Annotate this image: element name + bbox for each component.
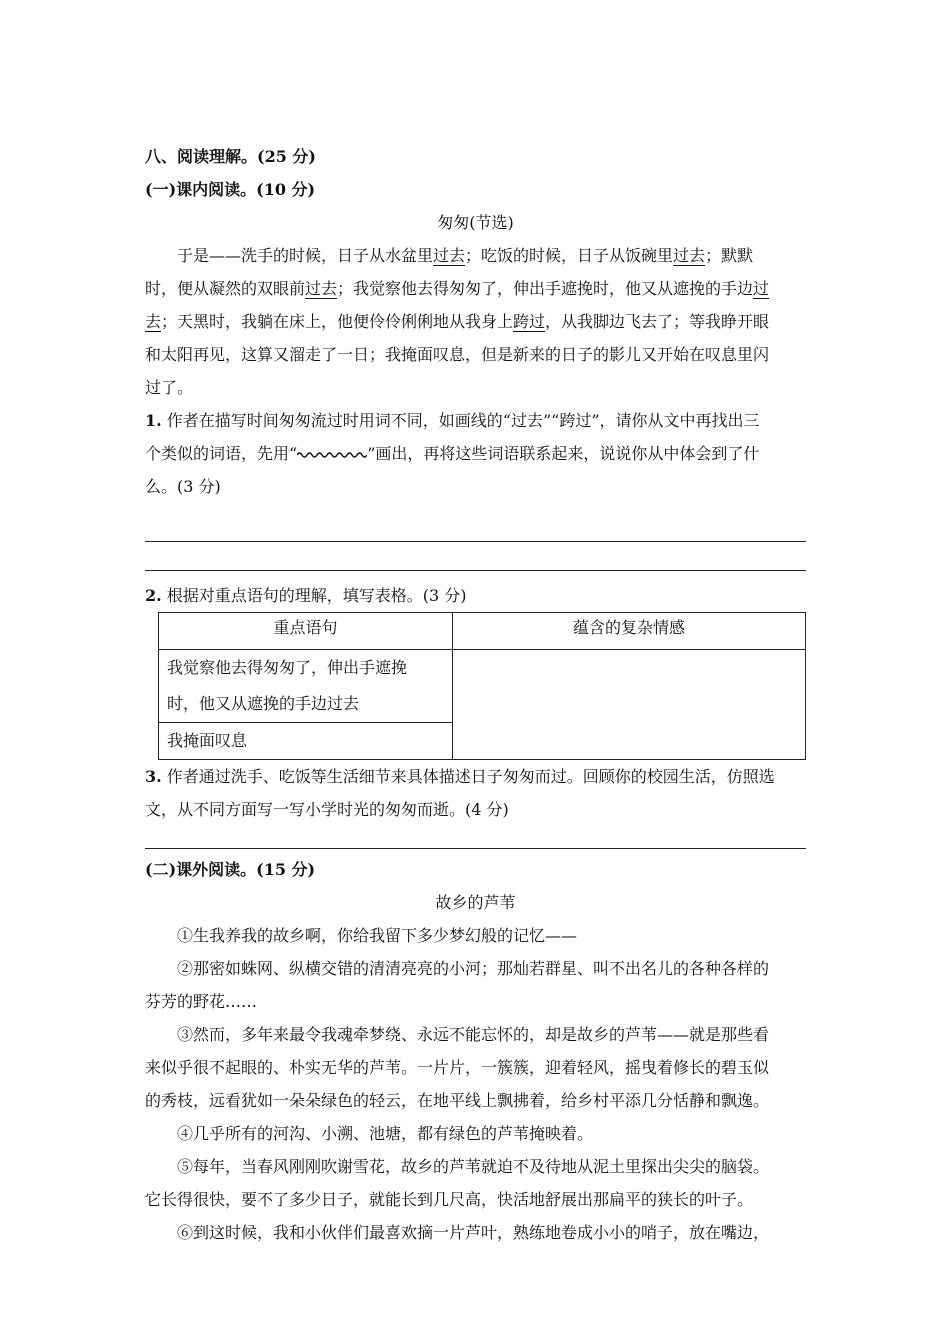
passage2-para-3-line-3: 的秀枝，远看犹如一朵朵绿色的轻云，在地平线上飘拂着，给乡村平添几分恬静和飘逸。 [145,1091,770,1110]
question-number: 1. [145,411,162,430]
passage2-para-1: ①生我养我的故乡啊，你给我留下多少梦幻般的记忆—— [177,926,578,945]
underlined-word: 过 [753,279,770,298]
passage1-line-2: 时，便从凝然的双眼前过去；我觉察他去得匆匆了，伸出手遮挽时，他又从遮挽的手边过 [145,279,770,298]
answer-table [158,612,806,760]
table-cell-sentence-2: 我掩面叹息 [159,723,453,760]
passage1-line-3: 去；天黑时，我躺在床上，他便伶伶俐俐地从我身上跨过，从我脚边飞去了；等我睁开眼 [145,312,770,331]
passage2-para-5-line-1: ⑤每年，当春风刚刚吹谢雪花，故乡的芦苇就迫不及待地从泥土里探出尖尖的脑袋。 [177,1157,770,1176]
question-1-line-2: 个类似的词语，先用“ ”画出，再将这些词语联系起来，说说你从中体会到了什 [145,444,760,463]
passage2-title: 故乡的芦苇 [435,893,516,912]
question-number: 2. [145,586,162,605]
question-3-line-1: 3. 作者通过洗手、吃饭等生活细节来具体描述日子匆匆而过。回顾你的校园生活，仿照选 [145,767,775,786]
wavy-underline-icon [297,450,367,460]
section-title: 八、阅读理解。(25 分) [145,147,316,166]
passage2-para-2-line-2: 芬芳的野花…… [145,992,258,1011]
passage1-title: 匆匆(节选) [437,213,514,232]
passage2-para-3-line-2: 来似乎很不起眼的、朴实无华的芦苇。一片片，一簇簇，迎着轻风，摇曳着修长的碧玉似 [145,1058,770,1077]
part1-heading: (一)课内阅读。(10 分) [145,180,316,199]
table-answer-cell[interactable] [453,650,806,760]
question-1-line-1: 1. 作者在描写时间匆匆流过时用词不同，如画线的“过去”“跨过”，请你从文中再找出三 [145,411,760,430]
passage2-para-3-line-1: ③然而，多年来最令我魂牵梦绕、永远不能忘怀的，却是故乡的芦苇——就是那些看 [177,1025,770,1044]
table-header-key-sentence: 重点语句 [159,613,453,650]
passage2-para-2-line-1: ②那密如蛛网、纵横交错的清清亮亮的小河；那灿若群星、叫不出名儿的各种各样的 [177,959,770,978]
passage2-para-4: ④几乎所有的河沟、小溯、池塘，都有绿色的芦苇掩映着。 [177,1124,594,1143]
underlined-word: 跨过 [513,312,546,331]
underlined-word: 去 [145,312,162,331]
question-number: 3. [145,767,162,786]
question-3-line-2: 文，从不同方面写一写小学时光的匆匆而逝。(4 分) [145,800,509,819]
underlined-word: 过去 [305,279,338,298]
passage2-para-5-line-2: 它长得很快，要不了多少日子，就能长到几尺高，快活地舒展出那扁平的狭长的叶子。 [145,1190,754,1209]
passage1-line-1: 于是——洗手的时候，日子从水盆里过去；吃饭的时候，日子从饭碗里过去；默默 [177,246,754,265]
underlined-word: 过去 [433,246,466,265]
question-2: 2. 根据对重点语句的理解，填写表格。(3 分) [145,586,467,605]
table-cell-sentence-1: 我觉察他去得匆匆了，伸出手遮挽 时，他又从遮挽的手边过去 [159,650,453,723]
passage1-line-4: 和太阳再见，这算又溜走了一日；我掩面叹息，但是新来的日子的影儿又开始在叹息里闪 [145,345,770,364]
worksheet-page [145,140,806,1249]
question-1-line-3: 么。(3 分) [145,477,221,496]
passage1-line-5: 过了。 [145,378,194,397]
part2-heading: (二)课外阅读。(15 分) [145,860,316,879]
passage2-para-6: ⑥到这时候，我和小伙伴们最喜欢摘一片芦叶，熟练地卷成小小的哨子，放在嘴边， [177,1223,770,1242]
table-header-emotion: 蕴含的复杂情感 [453,613,806,650]
underlined-word: 过去 [673,246,706,265]
